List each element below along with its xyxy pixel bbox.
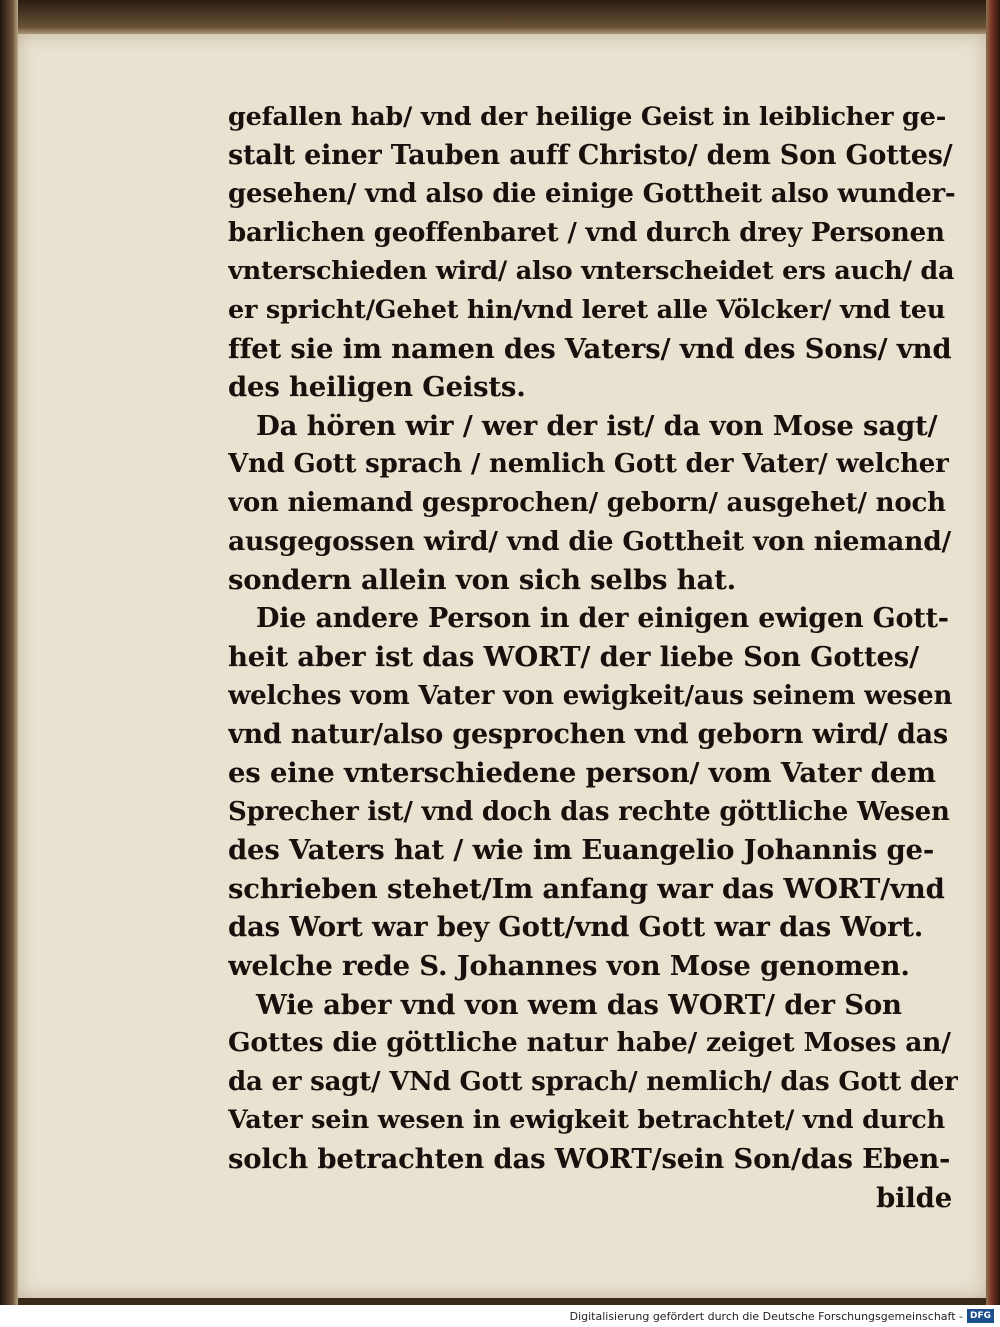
text-line: er spricht/Gehet hin/vnd leret alle Völcker/ vnd teu (228, 294, 946, 325)
digitization-footer (0, 1305, 1000, 1327)
text-line: von niemand gesprochen/ geborn/ ausgehet/ noch (228, 487, 946, 518)
paragraph-start-line: Die andere Person in der einigen ewigen Gott- (256, 602, 949, 634)
text-line: heit aber ist das WORT/ der liebe Son Gottes/ (228, 641, 919, 674)
text-line: gefallen hab/ vnd der heilige Geist in leiblicher ge- (228, 102, 947, 132)
funding-credit: Digitalisierung gefördert durch die Deutsche Forschungsgemeinschaft - (569, 1309, 963, 1323)
text-line: barlichen geoffenbaret / vnd durch drey Personen (228, 217, 945, 248)
text-line: solch betrachten das WORT/sein Son/das Eben- (228, 1143, 951, 1176)
text-line: sondern allein von sich selbs hat. (228, 564, 736, 597)
text-line: vnterschieden wird/ also vnterscheidet ers auch/ da (228, 256, 955, 287)
text-line: ausgegossen wird/ vnd die Gottheit von niemand/ (228, 525, 952, 557)
text-line: des Vaters hat / wie im Euangelio Johannis ge- (228, 834, 935, 867)
text-line: da er sagt/ VNd Gott sprach/ nemlich/ das Gott der (228, 1066, 958, 1097)
dfg-logo: DFG (967, 1309, 994, 1323)
text-line: Vnd Gott sprach / nemlich Gott der Vater/ welcher (228, 449, 949, 480)
book-left-edge (0, 0, 18, 1305)
text-line: stalt einer Tauben auff Christo/ dem Son Gottes/ (228, 139, 953, 171)
text-line: des heiligen Geists. (228, 371, 526, 404)
text-line: schrieben stehet/Im anfang war das WORT/vnd (228, 872, 945, 905)
text-line: vnd natur/also gesprochen vnd geborn wird/ das (228, 718, 948, 750)
text-line: Gottes die göttliche natur habe/ zeiget Moses an/ (228, 1027, 951, 1059)
text-line: das Wort war bey Gott/vnd Gott war das Wort. (228, 911, 924, 944)
body-text (228, 98, 958, 1217)
catchword: bilde (876, 1181, 952, 1214)
text-line: welches vom Vater von ewigkeit/aus seinem wesen (228, 680, 953, 711)
text-line: Sprecher ist/ vnd doch das rechte göttliche Wesen (228, 796, 950, 827)
text-line: gesehen/ vnd also die einige Gottheit also wunder- (228, 179, 956, 210)
paragraph-start-line: Wie aber vnd von wem das WORT/ der Son (256, 988, 902, 1021)
text-line: welche rede S. Johannes von Mose genomen. (228, 950, 910, 983)
book-right-edge (986, 0, 1000, 1305)
page-top-edge (0, 0, 1000, 34)
text-line: ffet sie im namen des Vaters/ vnd des Sons/ vnd (228, 332, 952, 365)
text-line: Vater sein wesen in ewigkeit betrachtet/ vnd durch (228, 1105, 945, 1136)
paragraph-start-line: Da hören wir / wer der ist/ da von Mose sagt/ (256, 409, 938, 442)
text-line: es eine vnterschiedene person/ vom Vater dem (228, 757, 936, 790)
